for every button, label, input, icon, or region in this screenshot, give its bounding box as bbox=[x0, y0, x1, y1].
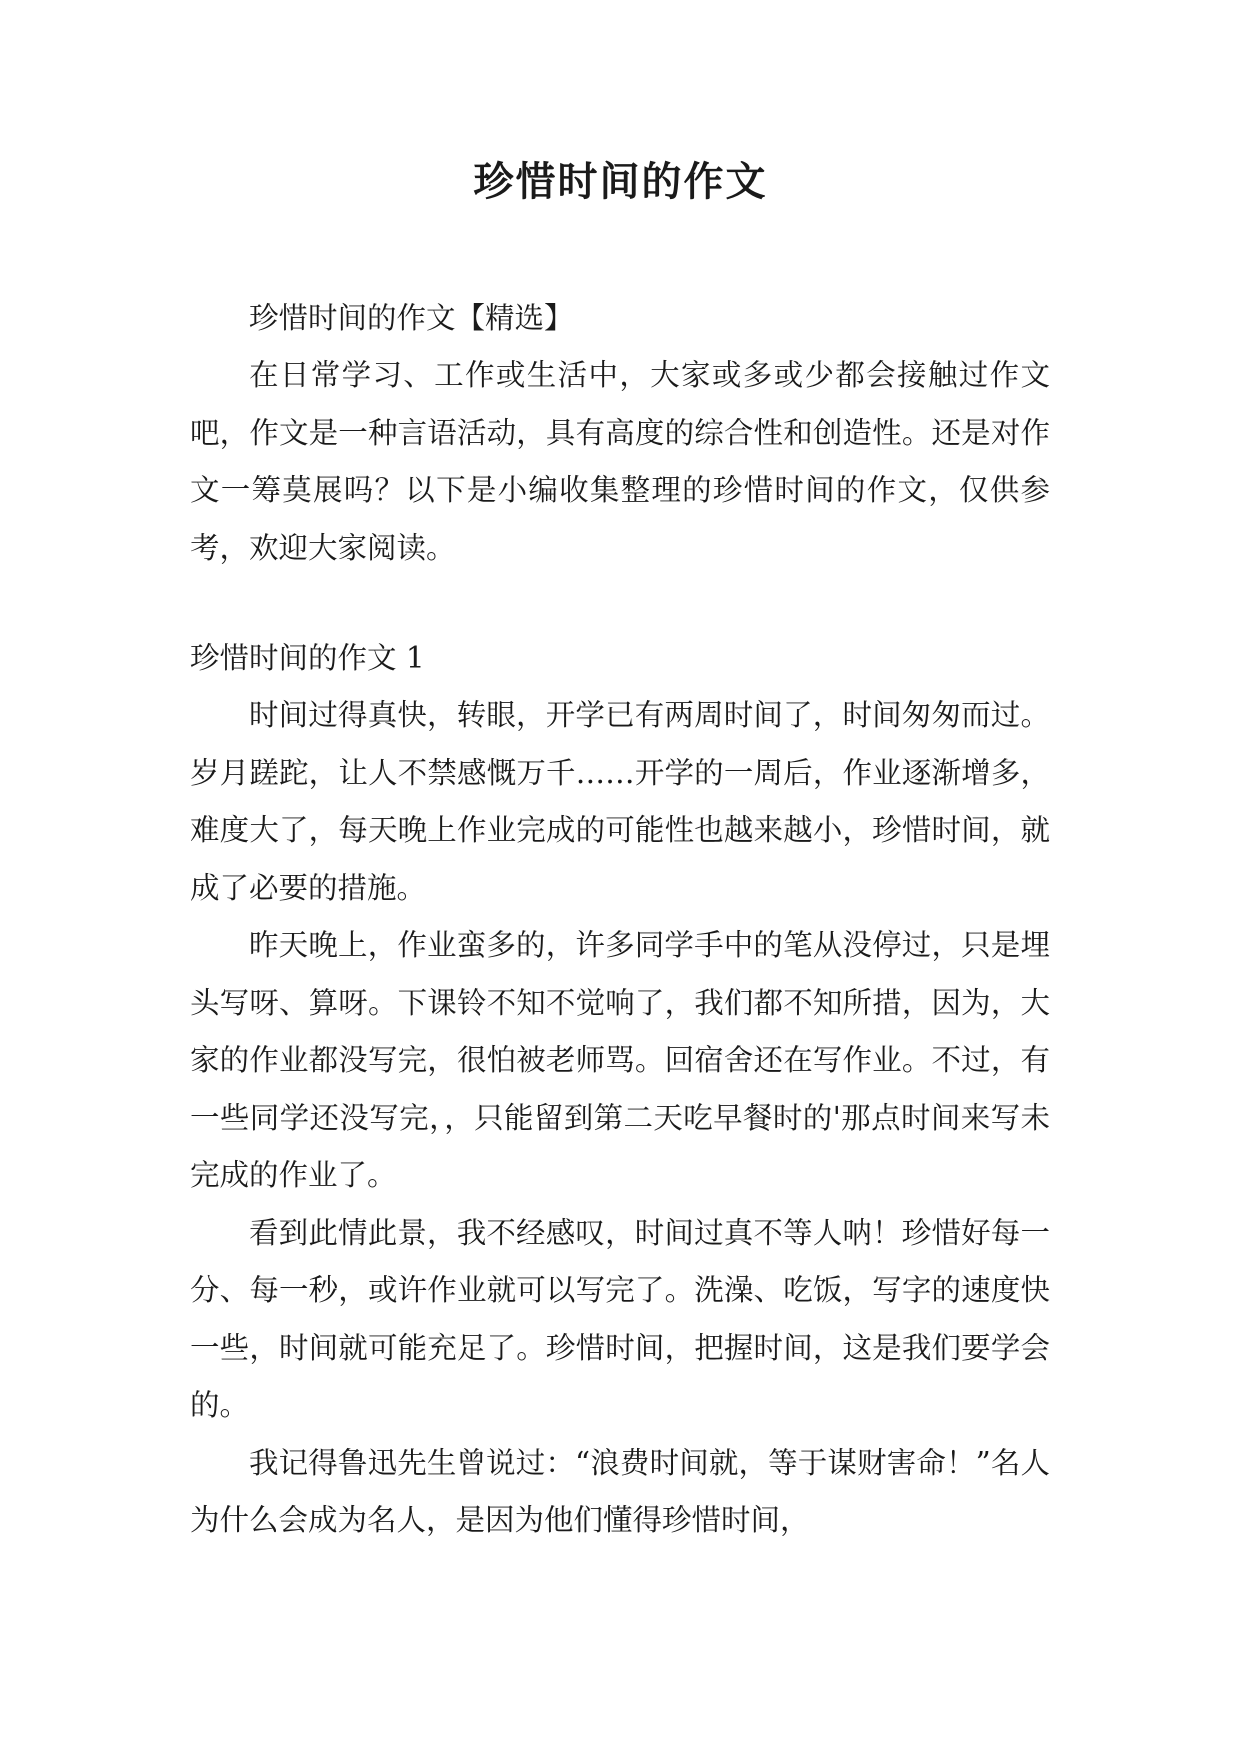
intro-block bbox=[190, 347, 1050, 577]
section-heading-block bbox=[190, 630, 1050, 688]
essay-paragraph: 看到此情此景，我不经感叹，时间过真不等人呐！珍惜好每一分、每一秒，或许作业就可以写完了。洗澡、吃饭，写字的速度快一些，时间就可能充足了。珍惜时间，把握时间，这是我们要学会的。 bbox=[190, 1215, 1050, 1422]
section-heading: 珍惜时间的作文 1 bbox=[190, 641, 425, 675]
document-subtitle-block bbox=[190, 290, 1050, 348]
document-title: 珍惜时间的作文 bbox=[473, 159, 768, 205]
intro-paragraph: 在日常学习、工作或生活中，大家或多或少都会接触过作文吧，作文是一种言语活动，具有高度的综合性和创造性。还是对作文一筹莫展吗？以下是小编收集整理的珍惜时间的作文，仅供参考，欢迎大家阅读。 bbox=[190, 358, 1050, 565]
essay-paragraph: 我记得鲁迅先生曾说过：“浪费时间就，等于谋财害命！”名人为什么会成为名人，是因为他们懂得珍惜时间， bbox=[190, 1445, 1050, 1537]
document-subtitle: 珍惜时间的作文【精选】 bbox=[249, 301, 574, 335]
essay-body bbox=[190, 687, 1050, 1550]
essay-paragraph: 时间过得真快，转眼，开学已有两周时间了，时间匆匆而过。岁月蹉跎，让人不禁感慨万千……开学的一周后，作业逐渐增多，难度大了，每天晚上作业完成的可能性也越来越小，珍惜时间，就成了必要的措施。 bbox=[190, 698, 1050, 905]
essay-paragraph: 昨天晚上，作业蛮多的，许多同学手中的笔从没停过，只是埋头写呀、算呀。下课铃不知不觉响了，我们都不知所措，因为，大家的作业都没写完，很怕被老师骂。回宿舍还在写作业。不过，有一些同学还没写完，，只能留到第二天吃早餐时的'那点时间来写未完成的作业了。 bbox=[190, 928, 1050, 1192]
